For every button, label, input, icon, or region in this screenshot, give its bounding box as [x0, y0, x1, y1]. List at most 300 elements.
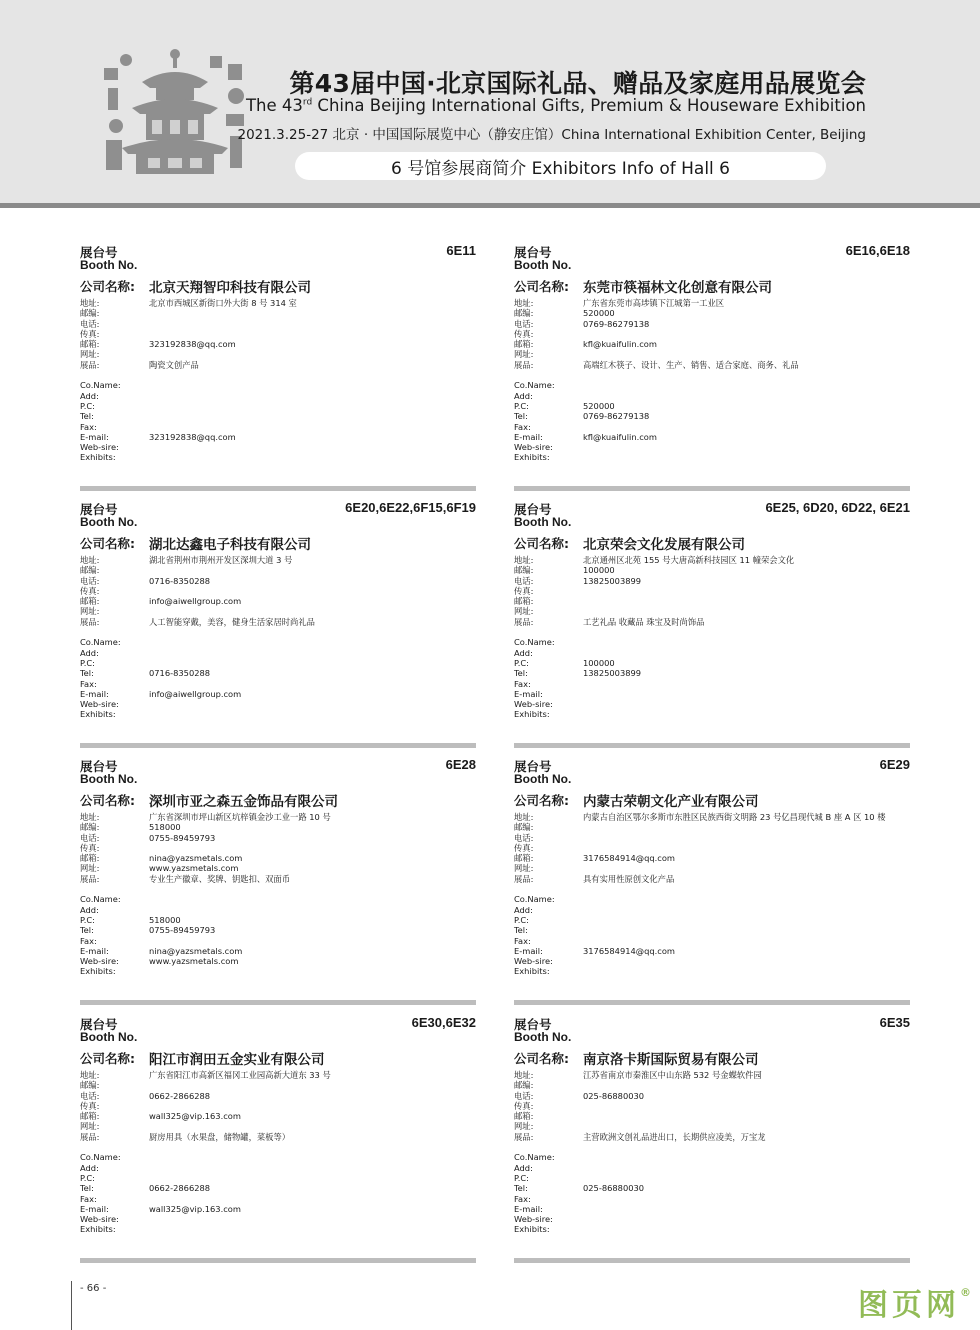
- contact-fields: [80, 812, 476, 977]
- field-row-en-exhibits: [80, 1224, 476, 1234]
- section-gap: [514, 884, 910, 894]
- contact-fields: [80, 1070, 476, 1235]
- card-divider: [80, 486, 476, 491]
- field-row-phone: [80, 576, 476, 586]
- field-label-exhibits: 展品:: [80, 616, 100, 627]
- field-row-en-postcode: [514, 401, 910, 411]
- field-row-en-web: [514, 699, 910, 709]
- field-value-phone: 0769-86279138: [583, 318, 650, 329]
- exhibitor-card: [514, 757, 910, 1007]
- field-label-en-address: Add:: [514, 1162, 533, 1173]
- field-label-address: 地址:: [514, 555, 534, 565]
- field-value-en-tel: 0716-8350288: [149, 668, 211, 679]
- company-name: 湖北达鑫电子科技有限公司: [149, 537, 311, 553]
- field-row-en-email: [80, 946, 476, 956]
- field-label-exhibits: 展品:: [80, 1131, 100, 1142]
- field-row-en-fax: [80, 679, 476, 689]
- field-row-address: [514, 1070, 910, 1080]
- field-label-en-exhibits: Exhibits:: [514, 452, 550, 463]
- field-row-exhibits: [514, 1132, 910, 1142]
- field-row-en-fax: [80, 422, 476, 432]
- exhibitor-card: [514, 243, 910, 493]
- field-label-phone: 电话:: [514, 318, 534, 329]
- field-row-postcode: [80, 565, 476, 575]
- field-row-email: [80, 1111, 476, 1121]
- field-row-en-company: [514, 637, 910, 647]
- field-label-exhibits: 展品:: [514, 359, 534, 370]
- field-row-en-tel: [80, 1183, 476, 1193]
- field-label-email: 邮箱:: [514, 1111, 534, 1122]
- field-row-en-fax: [80, 1194, 476, 1204]
- field-value-address: 湖北省荆州市荆州开发区深圳大道 3 号: [149, 555, 293, 565]
- company-name: 北京天翔智印科技有限公司: [149, 280, 311, 296]
- field-value-email: 323192838@qq.com: [149, 339, 236, 350]
- booth-label-cn: 展台号: [80, 502, 118, 517]
- field-value-exhibits: 人工智能穿戴，美容，健身生活家居时尚礼品: [149, 616, 315, 627]
- booth-label-en: Booth No.: [514, 772, 572, 786]
- field-label-en-fax: Fax:: [80, 678, 97, 689]
- field-row-exhibits: [80, 617, 476, 627]
- booth-label-en: Booth No.: [80, 1030, 138, 1044]
- header-divider: [0, 203, 980, 208]
- field-value-en-tel: 0755-89459793: [149, 925, 216, 936]
- field-row-phone: [80, 833, 476, 843]
- field-label-en-postcode: P.C:: [80, 657, 95, 668]
- field-label-fax: 传真:: [514, 842, 534, 853]
- field-label-en-postcode: P.C:: [80, 1172, 95, 1183]
- company-name: 南京洛卡斯国际贸易有限公司: [583, 1052, 759, 1068]
- field-row-en-company: [514, 894, 910, 904]
- field-label-exhibits: 展品:: [80, 873, 100, 884]
- exhibition-date-venue: 2021.3.25-27 北京 · 中国国际展览中心（静安庄馆）China International Exhibition Center, Beijing: [237, 127, 866, 143]
- booth-label-en: Booth No.: [80, 258, 138, 272]
- field-label-en-web: Web-sire:: [80, 442, 119, 453]
- field-label-postcode: 邮编:: [80, 308, 100, 319]
- field-row-en-postcode: [80, 401, 476, 411]
- card-divider: [514, 743, 910, 748]
- field-row-postcode: [80, 308, 476, 318]
- field-label-en-email: E-mail:: [80, 431, 109, 442]
- field-value-en-email: wall325@vip.163.com: [149, 1203, 241, 1214]
- field-label-address: 地址:: [514, 1070, 534, 1080]
- field-value-address: 广东省阳江市高新区福冈工业园高新大道东 33 号: [149, 1070, 331, 1080]
- field-value-en-postcode: 100000: [583, 657, 615, 668]
- section-gap: [80, 370, 476, 380]
- card-divider: [514, 1258, 910, 1263]
- watermark-registered-mark: ®: [960, 1286, 971, 1299]
- field-row-phone: [80, 1091, 476, 1101]
- field-value-en-email: 3176584914@qq.com: [583, 945, 675, 956]
- field-label-en-company: Co.Name:: [80, 380, 121, 391]
- booth-label-cn: 展台号: [80, 759, 118, 774]
- booth-number: 6E35: [879, 1015, 910, 1030]
- field-row-en-address: [80, 648, 476, 658]
- booth-label-en: Booth No.: [514, 258, 572, 272]
- card-divider: [80, 1258, 476, 1263]
- field-label-email: 邮箱:: [80, 596, 100, 607]
- field-row-en-address: [514, 391, 910, 401]
- field-label-exhibits: 展品:: [514, 873, 534, 884]
- field-label-en-address: Add:: [80, 1162, 99, 1173]
- field-row-en-fax: [514, 1194, 910, 1204]
- booth-label-cn: 展台号: [514, 1017, 552, 1032]
- field-label-website: 网址:: [514, 349, 534, 360]
- contact-fields: [514, 812, 910, 977]
- field-value-postcode: 100000: [583, 565, 615, 576]
- field-row-en-exhibits: [80, 452, 476, 462]
- field-value-exhibits: 高端红木筷子、设计、生产、销售、适合家庭、商务、礼品: [583, 359, 799, 370]
- field-label-en-email: E-mail:: [80, 1203, 109, 1214]
- field-row-en-postcode: [514, 1173, 910, 1183]
- field-row-email: [80, 339, 476, 349]
- field-row-address: [514, 812, 910, 822]
- field-row-fax: [514, 1101, 910, 1111]
- field-row-en-email: [514, 1204, 910, 1214]
- booth-label-en: Booth No.: [80, 515, 138, 529]
- field-label-en-address: Add:: [80, 647, 99, 658]
- field-row-en-exhibits: [514, 1224, 910, 1234]
- field-row-en-web: [80, 442, 476, 452]
- field-row-en-address: [80, 391, 476, 401]
- exhibitor-card: [80, 243, 476, 493]
- booth-number: 6E20,6E22,6F15,6F19: [345, 500, 476, 515]
- field-row-email: [514, 339, 910, 349]
- field-row-en-fax: [514, 679, 910, 689]
- page-margin-line: [71, 1281, 72, 1330]
- card-divider: [514, 486, 910, 491]
- field-value-address: 广东省东莞市高埗镇下江城第一工业区: [583, 298, 725, 308]
- company-label: 公司名称:: [514, 793, 569, 808]
- field-label-en-fax: Fax:: [80, 421, 97, 432]
- field-label-en-fax: Fax:: [80, 935, 97, 946]
- field-row-en-web: [80, 699, 476, 709]
- booth-label-cn: 展台号: [80, 1017, 118, 1032]
- field-row-en-address: [80, 905, 476, 915]
- field-row-address: [80, 298, 476, 308]
- contact-fields: [514, 298, 910, 463]
- site-watermark: [858, 1280, 971, 1324]
- field-label-en-fax: Fax:: [514, 678, 531, 689]
- field-row-en-postcode: [80, 1173, 476, 1183]
- field-row-postcode: [514, 1080, 910, 1090]
- company-label: 公司名称:: [80, 1051, 135, 1066]
- field-label-address: 地址:: [514, 812, 534, 822]
- field-label-email: 邮箱:: [514, 596, 534, 607]
- field-label-en-address: Add:: [514, 904, 533, 915]
- field-label-postcode: 邮编:: [80, 1080, 100, 1091]
- exhibitor-card: [80, 757, 476, 1007]
- title-en-prefix: The 43: [245, 96, 303, 115]
- watermark-text: 图页网: [858, 1288, 960, 1323]
- field-row-fax: [80, 586, 476, 596]
- booth-label-cn: 展台号: [80, 245, 118, 260]
- company-name: 阳江市润田五金实业有限公司: [149, 1052, 325, 1068]
- field-label-website: 网址:: [80, 863, 100, 874]
- field-value-phone: 0716-8350288: [149, 575, 211, 586]
- field-row-website: [80, 606, 476, 616]
- field-label-website: 网址:: [80, 1121, 100, 1132]
- field-value-en-tel: 0662-2866288: [149, 1183, 211, 1194]
- field-row-website: [80, 1121, 476, 1131]
- field-row-en-address: [514, 648, 910, 658]
- field-row-en-web: [80, 956, 476, 966]
- field-label-en-postcode: P.C:: [80, 914, 95, 925]
- booth-number: 6E30,6E32: [411, 1015, 476, 1030]
- field-label-en-address: Add:: [80, 904, 99, 915]
- field-label-email: 邮箱:: [514, 339, 534, 350]
- field-row-en-web: [514, 442, 910, 452]
- field-row-en-email: [80, 432, 476, 442]
- field-row-fax: [80, 329, 476, 339]
- contact-fields: [80, 555, 476, 720]
- booth-label-cn: 展台号: [514, 245, 552, 260]
- field-row-en-web: [80, 1214, 476, 1224]
- field-row-en-email: [514, 689, 910, 699]
- card-divider: [80, 743, 476, 748]
- company-label: 公司名称:: [514, 279, 569, 294]
- field-value-email: info@aiwellgroup.com: [149, 596, 242, 607]
- card-divider: [514, 1000, 910, 1005]
- field-label-en-fax: Fax:: [80, 1193, 97, 1204]
- field-label-en-tel: Tel:: [514, 1183, 528, 1194]
- field-label-en-exhibits: Exhibits:: [80, 709, 116, 720]
- section-gap: [80, 884, 476, 894]
- company-label: 公司名称:: [80, 793, 135, 808]
- field-label-en-company: Co.Name:: [80, 1152, 121, 1163]
- field-row-fax: [80, 1101, 476, 1111]
- field-row-en-exhibits: [514, 966, 910, 976]
- contact-fields: [514, 1070, 910, 1235]
- field-label-postcode: 邮编:: [80, 565, 100, 576]
- field-row-en-tel: [80, 925, 476, 935]
- field-label-en-tel: Tel:: [514, 411, 528, 422]
- field-row-en-address: [80, 1163, 476, 1173]
- field-label-website: 网址:: [514, 1121, 534, 1132]
- field-row-website: [514, 863, 910, 873]
- field-value-address: 北京市西城区新街口外大街 8 号 314 室: [149, 298, 297, 308]
- field-row-en-postcode: [80, 915, 476, 925]
- field-label-phone: 电话:: [80, 832, 100, 843]
- booth-number: 6E29: [879, 757, 910, 772]
- booth-number: 6E28: [445, 757, 476, 772]
- title-en-ordinal: rd: [302, 97, 313, 108]
- section-gap: [80, 627, 476, 637]
- field-row-exhibits: [80, 360, 476, 370]
- booth-label-cn: 展台号: [514, 759, 552, 774]
- field-row-en-email: [514, 946, 910, 956]
- field-label-en-tel: Tel:: [514, 925, 528, 936]
- field-row-exhibits: [80, 1132, 476, 1142]
- field-label-postcode: 邮编:: [514, 565, 534, 576]
- field-label-en-postcode: P.C:: [514, 914, 529, 925]
- field-label-en-email: E-mail:: [80, 688, 109, 699]
- field-row-en-tel: [514, 925, 910, 935]
- field-label-exhibits: 展品:: [514, 1131, 534, 1142]
- field-label-fax: 传真:: [80, 328, 100, 339]
- company-label: 公司名称:: [80, 279, 135, 294]
- company-label: 公司名称:: [514, 1051, 569, 1066]
- field-label-en-web: Web-sire:: [514, 1214, 553, 1225]
- field-row-email: [514, 1111, 910, 1121]
- company-label: 公司名称:: [80, 536, 135, 551]
- field-value-phone: 0755-89459793: [149, 832, 216, 843]
- section-gap: [514, 1142, 910, 1152]
- field-label-email: 邮箱:: [514, 853, 534, 864]
- field-label-en-exhibits: Exhibits:: [80, 1224, 116, 1235]
- field-row-en-company: [80, 894, 476, 904]
- field-label-en-fax: Fax:: [514, 421, 531, 432]
- field-label-website: 网址:: [514, 863, 534, 874]
- field-row-email: [514, 853, 910, 863]
- title-en-rest: China Beijing International Gifts, Premium & Houseware Exhibition: [312, 96, 866, 115]
- field-row-postcode: [80, 1080, 476, 1090]
- field-label-en-address: Add:: [514, 647, 533, 658]
- field-value-phone: 0662-2866288: [149, 1090, 211, 1101]
- field-row-en-company: [514, 380, 910, 390]
- field-row-en-postcode: [514, 915, 910, 925]
- field-value-exhibits: 工艺礼品 收藏品 珠宝及时尚饰品: [583, 616, 705, 627]
- header-banner: [0, 0, 980, 203]
- field-value-address: 北京通州区北苑 155 号大唐高新科技园区 11 幢荣会文化: [583, 555, 795, 565]
- field-label-en-exhibits: Exhibits:: [514, 966, 550, 977]
- booth-number: 6E11: [446, 243, 476, 258]
- field-label-en-postcode: P.C:: [514, 400, 529, 411]
- field-row-postcode: [514, 308, 910, 318]
- field-value-en-tel: 0769-86279138: [583, 411, 650, 422]
- field-row-en-tel: [514, 411, 910, 421]
- field-label-phone: 电话:: [514, 575, 534, 586]
- field-label-fax: 传真:: [80, 1100, 100, 1111]
- field-label-en-web: Web-sire:: [514, 699, 553, 710]
- field-label-postcode: 邮编:: [514, 822, 534, 833]
- field-label-en-exhibits: Exhibits:: [514, 1224, 550, 1235]
- field-label-en-company: Co.Name:: [514, 380, 555, 391]
- field-label-en-email: E-mail:: [514, 1203, 543, 1214]
- field-label-fax: 传真:: [514, 585, 534, 596]
- field-label-en-tel: Tel:: [514, 668, 528, 679]
- field-value-email: nina@yazsmetals.com: [149, 853, 243, 864]
- field-row-fax: [80, 843, 476, 853]
- field-label-en-company: Co.Name:: [514, 894, 555, 905]
- field-value-en-email: info@aiwellgroup.com: [149, 688, 242, 699]
- field-label-en-fax: Fax:: [514, 935, 531, 946]
- field-row-address: [80, 1070, 476, 1080]
- exhibition-title-en: [246, 96, 866, 115]
- field-value-address: 江苏省南京市秦淮区中山东路 532 号金蝶软件园: [583, 1070, 762, 1080]
- field-row-en-fax: [80, 936, 476, 946]
- field-value-phone: 025-86880030: [583, 1090, 645, 1101]
- field-value-en-postcode: 518000: [149, 914, 181, 925]
- field-row-en-exhibits: [514, 452, 910, 462]
- field-label-phone: 电话:: [80, 575, 100, 586]
- company-name: 北京荣会文化发展有限公司: [583, 537, 745, 553]
- field-label-phone: 电话:: [80, 318, 100, 329]
- booth-number: 6E16,6E18: [845, 243, 910, 258]
- field-label-fax: 传真:: [80, 585, 100, 596]
- field-row-en-fax: [514, 422, 910, 432]
- field-value-en-tel: 13825003899: [583, 668, 642, 679]
- field-row-en-exhibits: [80, 966, 476, 976]
- field-value-en-tel: 025-86880030: [583, 1183, 645, 1194]
- field-row-en-company: [80, 637, 476, 647]
- field-row-en-web: [514, 956, 910, 966]
- field-row-en-tel: [514, 1183, 910, 1193]
- field-value-exhibits: 陶瓷文创产品: [149, 359, 199, 370]
- field-row-en-company: [514, 1152, 910, 1162]
- field-row-en-postcode: [514, 658, 910, 668]
- field-label-en-address: Add:: [80, 390, 99, 401]
- field-row-address: [80, 555, 476, 565]
- field-row-en-company: [80, 1152, 476, 1162]
- field-row-phone: [514, 319, 910, 329]
- page-number: - 66 -: [80, 1283, 107, 1294]
- field-label-fax: 传真:: [514, 1100, 534, 1111]
- company-name: 东莞市筷福林文化创意有限公司: [583, 280, 772, 296]
- exhibitor-card: [514, 500, 910, 750]
- field-label-exhibits: 展品:: [514, 616, 534, 627]
- field-label-fax: 传真:: [80, 842, 100, 853]
- field-row-fax: [514, 586, 910, 596]
- field-label-en-exhibits: Exhibits:: [80, 966, 116, 977]
- field-row-en-email: [80, 689, 476, 699]
- field-value-phone: 13825003899: [583, 575, 642, 586]
- field-row-exhibits: [514, 874, 910, 884]
- field-label-website: 网址:: [80, 349, 100, 360]
- field-value-en-web: www.yazsmetals.com: [149, 956, 239, 967]
- field-value-en-email: 323192838@qq.com: [149, 431, 236, 442]
- field-label-en-email: E-mail:: [514, 945, 543, 956]
- field-label-en-web: Web-sire:: [80, 699, 119, 710]
- field-row-en-tel: [80, 411, 476, 421]
- company-name: 内蒙古荣朝文化产业有限公司: [583, 794, 759, 810]
- field-value-exhibits: 专业生产徽章、奖牌、钥匙扣、双面币: [149, 873, 291, 884]
- booth-label-en: Booth No.: [514, 515, 572, 529]
- exhibitor-card: [80, 500, 476, 750]
- field-label-email: 邮箱:: [80, 339, 100, 350]
- field-row-address: [514, 555, 910, 565]
- field-row-en-tel: [80, 668, 476, 678]
- field-row-email: [514, 596, 910, 606]
- section-gap: [514, 370, 910, 380]
- field-row-email: [80, 853, 476, 863]
- field-row-exhibits: [514, 360, 910, 370]
- field-row-website: [514, 349, 910, 359]
- company-name: 深圳市亚之森五金饰品有限公司: [149, 794, 338, 810]
- field-row-fax: [514, 843, 910, 853]
- field-label-en-company: Co.Name:: [80, 637, 121, 648]
- field-label-en-tel: Tel:: [80, 411, 94, 422]
- field-label-en-address: Add:: [514, 390, 533, 401]
- field-label-email: 邮箱:: [80, 1111, 100, 1122]
- field-row-postcode: [514, 822, 910, 832]
- field-label-en-tel: Tel:: [80, 925, 94, 936]
- section-gap: [514, 627, 910, 637]
- field-row-en-address: [514, 1163, 910, 1173]
- field-value-email: 3176584914@qq.com: [583, 853, 675, 864]
- field-label-en-web: Web-sire:: [514, 956, 553, 967]
- field-row-en-email: [514, 432, 910, 442]
- field-label-en-company: Co.Name:: [514, 637, 555, 648]
- booth-number: 6E25, 6D20, 6D22, 6E21: [765, 500, 910, 515]
- field-row-postcode: [514, 565, 910, 575]
- field-label-address: 地址:: [514, 298, 534, 308]
- field-label-en-exhibits: Exhibits:: [514, 709, 550, 720]
- field-value-exhibits: 厨房用具（水果盘，储物罐，菜板等）: [149, 1131, 291, 1142]
- booth-label-en: Booth No.: [80, 772, 138, 786]
- field-row-website: [514, 1121, 910, 1131]
- field-row-exhibits: [80, 874, 476, 884]
- field-label-postcode: 邮编:: [514, 308, 534, 319]
